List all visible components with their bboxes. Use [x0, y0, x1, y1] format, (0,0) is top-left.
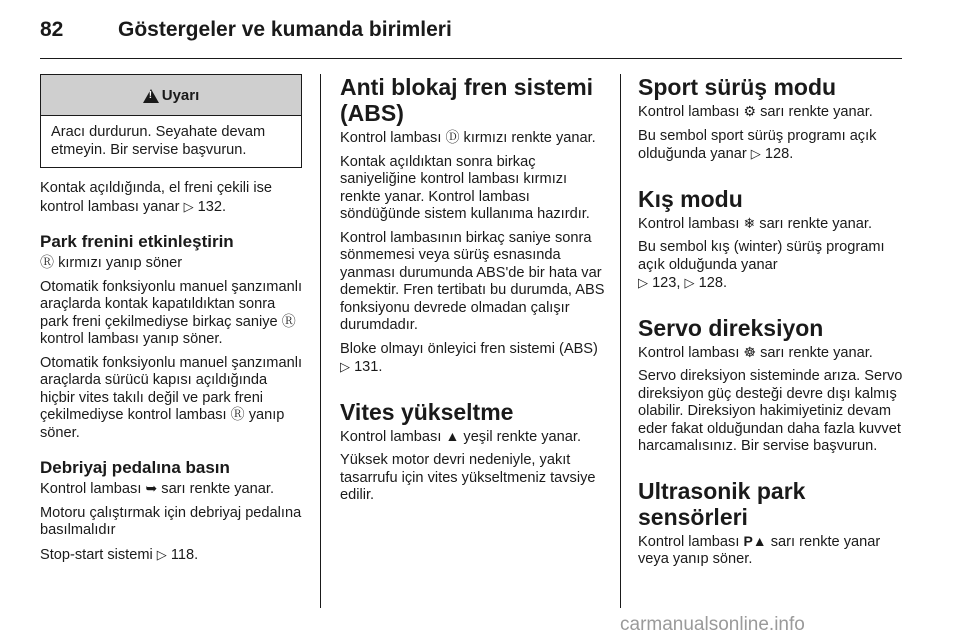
column-divider-1	[320, 74, 321, 608]
page-ref-arrow-icon: ▷	[183, 198, 194, 214]
page-title: Göstergeler ve kumanda birimleri	[118, 18, 452, 41]
clutch-p3: Stop-start sistemi ▷ 118.	[40, 546, 199, 563]
page-ref-arrow-icon: ▷	[750, 146, 761, 161]
page-ref-arrow-icon: ▷	[638, 275, 648, 290]
page-ref-arrow-icon: ▷	[156, 546, 167, 562]
section-title-sport: Sport sürüş modu	[638, 74, 837, 100]
warning-triangle-icon	[143, 89, 159, 103]
parking-brake-icon: Ⓡ	[40, 254, 54, 270]
abs-p2: Kontak açıldıktan sonra birkaç saniyeliğine kontrol lambası kırmızı renkte yanar. Kontrol lambası söndüğünde sistem kullanıma hazırdır.	[340, 153, 590, 222]
page-ref: 132.	[197, 198, 227, 215]
section-title-servo: Servo direksiyon	[638, 314, 824, 341]
page-ref: 128.	[764, 146, 794, 162]
snowflake-icon: ❄	[743, 214, 756, 231]
section-title-abs: Anti blokaj fren sistemi (ABS)	[340, 74, 594, 126]
upshift-p2: Yüksek motor devri nedeniyle, yakıt tasarrufu için vites yükseltmeniz tavsiye edilir.	[340, 452, 596, 503]
clutch-p1: Kontrol lambası ➥ sarı renkte yanar.	[40, 480, 275, 497]
parking-brake-icon: Ⓡ	[281, 312, 296, 329]
upshift-arrow-icon: ▲	[445, 427, 460, 444]
warning-text: Aracı durdurun. Seyahate devam etmeyin. Bir servise başvurun.	[51, 124, 266, 158]
park-brake-p3: Otomatik fonksiyonlu manuel şanzımanlı araçlarda sürücü kapısı açıldığında hiçbir vites takılı değil ve park freni çekilmediyse kontrol lambası Ⓡ yanıp söner.	[40, 354, 302, 441]
servo-p2: Servo direksiyon sisteminde arıza. Servo direksiyon güç desteği devre dışı kalmış olabilir. Direksiyon hakimiyetiniz devam eder fakat olduğundan daha fazla kuvvet harcamalısınız. Bir servise başvurun.	[638, 368, 903, 454]
column-1	[40, 74, 304, 570]
page-ref: 118.	[170, 546, 199, 563]
abs-p3: Kontrol lambasının birkaç saniye sonra sönmemesi veya sürüş esnasında yanması durumunda ABS'de bir hata var demektir. Fren tertibatı bu durumda, ABS fonksiyonu devrede olmadan çalışır durumdadır.	[340, 229, 605, 333]
page-header	[40, 14, 902, 54]
column-3	[638, 74, 906, 575]
sport-p2: Bu sembol sport sürüş programı açık olduğunda yanar ▷ 128.	[638, 127, 877, 162]
servo-p1: Kontrol lambası ☸ sarı renkte yanar.	[638, 343, 873, 361]
section-title-clutch: Debriyaj pedalına basın	[40, 458, 230, 477]
page-ref: 123,	[652, 275, 681, 291]
parking-sensor-icon: P▲	[743, 532, 767, 549]
clutch-p2: Motoru çalıştırmak için debriyaj pedalına basılmalıdır	[40, 504, 302, 538]
abs-p4: Bloke olmayı önleyici fren sistemi (ABS) ▷ 131.	[340, 340, 598, 375]
header-divider	[40, 58, 902, 59]
intro-paragraph: Kontak açıldığında, el freni çekili ise kontrol lambası yanar ▷ 132.	[40, 180, 273, 215]
section-title-park-brake: Park frenini etkinleştirin	[40, 232, 234, 251]
section-title-ultrasonic: Ultrasonik park sensörleri	[638, 477, 806, 530]
warning-box	[40, 74, 302, 168]
park-brake-p2: Otomatik fonksiyonlu manuel şanzımanlı araçlarda kontak kapatıldıktan sonra park freni çekilmediyse birkaç saniye Ⓡ kontrol lambası yanıp söner.	[40, 278, 302, 347]
column-divider-2	[620, 74, 621, 608]
warning-title: Uyarı	[161, 86, 200, 104]
winter-p2: Bu sembol kış (winter) sürüş programı açık olduğunda yanar ▷ 123, ▷ 128.	[638, 239, 885, 291]
sport-p1: Kontrol lambası ⚙ sarı renkte yanar.	[638, 103, 873, 120]
watermark: carmanualsonline.info	[620, 614, 805, 635]
steering-wheel-icon: ☸	[743, 343, 757, 360]
abs-warning-icon: Ⓓ	[445, 129, 460, 145]
clutch-pedal-icon: ➥	[145, 480, 158, 496]
winter-p1: Kontrol lambası ❄ sarı renkte yanar.	[638, 214, 873, 232]
warning-header	[41, 75, 301, 116]
page-ref: 131.	[354, 359, 383, 375]
page-ref-arrow-icon: ▷	[684, 275, 695, 290]
upshift-p1: Kontrol lambası ▲ yeşil renkte yanar.	[340, 427, 582, 445]
abs-p1: Kontrol lambası Ⓓ kırmızı renkte yanar.	[340, 129, 596, 146]
page-ref-arrow-icon: ▷	[340, 359, 350, 374]
section-title-winter: Kış modu	[638, 185, 743, 212]
section-title-upshift: Vites yükseltme	[340, 398, 514, 425]
parking-brake-icon: Ⓡ	[230, 406, 245, 422]
sport-mode-icon: ⚙	[743, 103, 757, 119]
park-brake-p1: Ⓡ kırmızı yanıp söner	[40, 254, 183, 271]
ultrasonic-p1: Kontrol lambası P▲ sarı renkte yanar veya yanıp söner.	[638, 532, 881, 567]
page-number: 82	[40, 18, 64, 41]
page-ref: 128.	[698, 275, 727, 291]
column-2	[340, 74, 608, 511]
